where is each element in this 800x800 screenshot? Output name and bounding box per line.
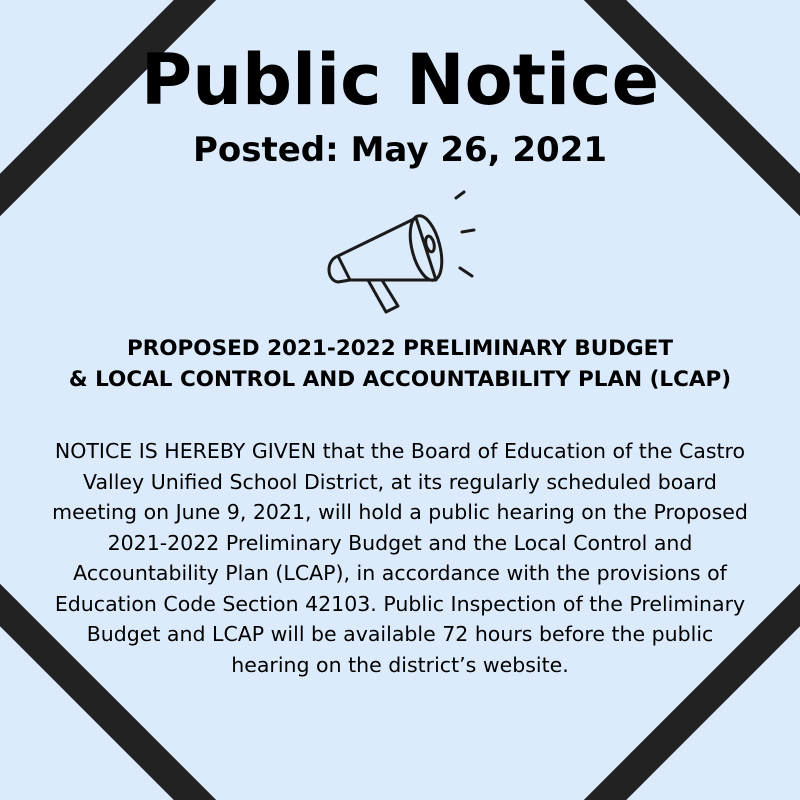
body-line-6: Education Code Section 42103. Public Inspection of the Preliminary: [54, 591, 746, 616]
body-line-2: Valley Unified School District, at its regularly scheduled board: [83, 469, 717, 494]
body-line-3: meeting on June 9, 2021, will hold a public hearing on the Proposed: [52, 500, 748, 524]
heading-line-1: PROPOSED 2021-2022 PRELIMINARY BUDGET: [126, 336, 674, 361]
heading-line-2: & LOCAL CONTROL AND ACCOUNTABILITY PLAN (LCAP): [68, 367, 732, 392]
body-line-4: 2021-2022 Preliminary Budget and the Local Control and: [107, 530, 693, 555]
posted-date: Posted: May 26, 2021: [192, 130, 608, 170]
megaphone-icon: [316, 188, 486, 328]
notice-body: [0, 436, 800, 680]
body-line-5: Accountability Plan (LCAP), in accordance with the provisions of: [73, 561, 727, 585]
page-title: Public Notice: [140, 39, 660, 121]
body-line-8: hearing on the district’s website.: [231, 652, 569, 677]
body-line-1: NOTICE IS HEREBY GIVEN that the Board of Education of the Castro: [54, 439, 746, 463]
body-line-7: Budget and LCAP will be available 72 hours before the public: [86, 622, 714, 646]
notice-heading: [0, 333, 800, 395]
